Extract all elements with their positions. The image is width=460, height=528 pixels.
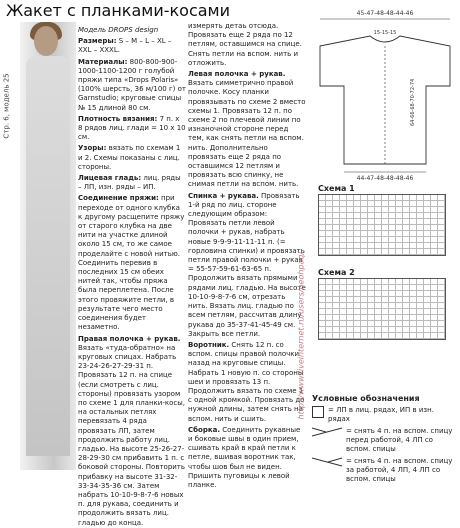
chart-cell — [431, 333, 438, 339]
side-label-text: Стр. 6, модель 25 — [2, 73, 11, 139]
left-front-label: Левая полочка + рукав. — [188, 70, 286, 79]
collar-label: Воротник. — [188, 340, 230, 349]
measure-top: 45-47-48-48-44-46 — [356, 10, 414, 17]
back-paragraph — [188, 192, 306, 339]
chart-2-grid — [318, 278, 446, 340]
materials-paragraph — [78, 58, 186, 113]
chart-cell — [354, 333, 361, 339]
chart-cell — [319, 249, 326, 255]
continuation-paragraph: измерять детаь отсюда. Провязать еще 2 ряда по 12 петлям, оставшимся на спице. Снять петли на вспом. нить и отложить. — [188, 22, 302, 67]
chart-cell — [326, 333, 333, 339]
chart-cell — [424, 333, 431, 339]
chart-1 — [318, 184, 446, 256]
garment-schematic — [314, 6, 456, 184]
chart-cell — [375, 249, 382, 255]
materials-text: 800-800-900-1000-1100-1200 г голубой пряжи типа «Drops Polaris» (100% шерсть, 36 м/100 г) от Garnstudio; круговые спицы № 15 длиной 80 см. — [78, 57, 186, 112]
measure-inner: 15-15-15 — [373, 30, 397, 36]
chart-cell — [382, 249, 389, 255]
chart-cell — [368, 333, 375, 339]
assembly-text: Соединить рукавные и боковые швы в один прием, сшивать край в край петли к петле, вшивая воротник так, чтобы шов был не виден. Пришить пуговицы к левой планке. — [188, 425, 301, 489]
chart-cell — [340, 249, 347, 255]
legend-item-1 — [312, 406, 458, 424]
chart-cell — [410, 333, 417, 339]
stst-label: Лицевая гладь: — [78, 174, 142, 183]
text-column-2 — [188, 22, 306, 489]
assembly-paragraph — [188, 426, 306, 490]
watermark — [292, 130, 306, 430]
legend-item-2-text: = снять 4 п. на вспом. спицу перед работой, 4 ЛП со вспом. спицы — [346, 427, 453, 453]
join-label: Соединение пряжи: — [78, 194, 159, 203]
legend-heading: Условные обозначения — [312, 394, 420, 403]
gauge-paragraph — [78, 115, 186, 143]
stst-text: лиц. ряды – ЛП, изн. ряды – ИП. — [78, 174, 181, 192]
sizes-text: S – M – L – XL – XXL – XXXL. — [78, 37, 172, 55]
back-label: Спинка + рукава. — [188, 191, 259, 200]
materials-label: Материалы: — [78, 57, 128, 66]
assembly-label: Сборка. — [188, 425, 220, 434]
chart-1-grid — [318, 194, 446, 256]
legend-swatch-cable-front — [312, 427, 342, 437]
model-credit: Модель DROPS design — [78, 26, 159, 34]
chart-cell — [403, 333, 410, 339]
chart-cell — [333, 249, 340, 255]
sizes-label: Размеры: — [78, 37, 117, 46]
chart-1-title: Схема 1 — [318, 184, 355, 193]
patterns-label: Узоры: — [78, 144, 107, 153]
legend-item-3 — [312, 457, 458, 484]
measure-side: 64-66-68-70-72-74 — [410, 78, 416, 126]
right-front-text: Вязать «туда-обратно» на круговых спицах. Набрать 23-24-26-27-29-31 п. Провязать 12 п. на спице (если смотреть с лиц. стороны) провязать узором по схеме 1 для планки-косы, на остальных петлях перевязать 4 ряда провязать ЛП, затем продолжить работу лиц. гладью. На высоте 25-26-27-28-29-30 см прибавить 1 п. с боковой стороны. Повторить прибавку на высоте 31-32-33-34-35-36 см. Затем набрать 10-10-9-8-7-6 новых п. для рукава, соединить и продолжить вязать лиц. гладью до конца. — [78, 343, 186, 527]
back-text: Провязать 1-й ряд по лиц. стороне следующим образом: Провязать петли левой полочки + рукав, набрать новые 9-9-9-11-11-11 п. (= горловина спинки) и провязать петли правой полочки + рукав = 55-57-59-61-63-65 п. Продолжить вязать прямыми рядами лиц. гладью. На высоте 10-10-9-8-7-6 см, отрезать нить. Вязать лиц. гладью по всем петлям, рассчитав длину рукава до 35-37-41-45-49 см. Закрыть все петли. — [188, 191, 306, 338]
chart-cell — [354, 249, 361, 255]
chart-cell — [326, 249, 333, 255]
patterns-paragraph — [78, 144, 186, 172]
join-paragraph — [78, 194, 186, 332]
patterns-text: вязать по схемам 1 и 2. Схемы показаны с лиц. стороны. — [78, 144, 181, 171]
legend-swatch-cable-back — [312, 457, 342, 467]
collar-text: Снять 12 п. со вспом. спицы правой полочки назад на круговые спицы. Набрать 1 новую п. со стороны шеи и провязать 13 п. Продолжить вязать по схеме 1 с одной кромкой. Провязать до нужной длины, затем снять на вспом. нить и сшить. — [188, 340, 305, 423]
chart-cell — [438, 249, 445, 255]
join-text: при переходе от одного клубка к другому расщепите пряжу от старого клубка на две нити на участке длиной около 15 см, то же самое проделайте с новой нитью. Соединить перевив в последних 15 см обеих нитей так, чтобы пряжа была переплетена. После этого провяжите петли, в результате чего место соединения будет незаметно. — [78, 194, 185, 332]
chart-cell — [410, 249, 417, 255]
chart-cell — [347, 333, 354, 339]
left-front-paragraph — [188, 70, 306, 190]
photo-body — [26, 56, 70, 456]
measure-bottom: 44-47-48-48-48-46 — [356, 175, 414, 182]
chart-cell — [424, 249, 431, 255]
model-photo — [20, 22, 76, 470]
gauge-label: Плотность вязания: — [78, 114, 158, 123]
chart-cell — [417, 333, 424, 339]
chart-cell — [319, 333, 326, 339]
photo-head — [34, 26, 58, 56]
legend-item-3-text: = снять 4 п. на вспом. спицу за работой, 4 ЛП, 4 ЛП со вспом. спицы — [346, 457, 453, 483]
chart-cell — [333, 333, 340, 339]
chart-cell — [396, 249, 403, 255]
side-label — [4, 72, 18, 142]
stst-paragraph — [78, 174, 186, 192]
left-front-text: Вязать симметрично правой полочке. Косу планки провязывать по схеме 2 вместо схемы 1. Провязать 12 п. по схеме 2 по плечевой линии по изнаночной стороне перед тем, как снять петли на вспом. нить. Дополнительно провязать еще 2 ряда по оставшимся 12 петлям и провязать всю спинку, не снимая петли на вспом. нить. — [188, 79, 306, 189]
right-front-label: Правая полочка + рукав. — [78, 334, 181, 343]
gauge-text: 7 п. х 8 рядов лиц. глади = 10 х 10 см. — [78, 114, 186, 142]
chart-cell — [389, 333, 396, 339]
chart-cell — [396, 333, 403, 339]
chart-cell — [375, 333, 382, 339]
chart-cell — [382, 333, 389, 339]
chart-cell — [361, 333, 368, 339]
chart-cell — [438, 333, 445, 339]
collar-paragraph — [188, 341, 306, 424]
watermark-text: http://www.liveinternet.ru/users/neohpaq/ — [296, 251, 306, 420]
sizes-paragraph — [78, 37, 186, 55]
chart-cell — [361, 249, 368, 255]
legend-item-2 — [312, 427, 458, 454]
legend-item-1-text: = ЛП в лиц. рядах, ИП в изн. рядах — [328, 406, 434, 423]
chart-cell — [347, 249, 354, 255]
legend — [312, 394, 458, 487]
text-column-1 — [78, 26, 186, 527]
chart-cell — [340, 333, 347, 339]
chart-cell — [431, 249, 438, 255]
chart-2-title: Схема 2 — [318, 268, 355, 277]
chart-2 — [318, 268, 446, 340]
right-front-paragraph — [78, 335, 186, 528]
chart-cell — [368, 249, 375, 255]
chart-cell — [389, 249, 396, 255]
chart-cell — [403, 249, 410, 255]
legend-swatch-plain — [312, 406, 324, 418]
page-title: Жакет с планками-косами — [6, 1, 231, 20]
chart-cell — [417, 249, 424, 255]
